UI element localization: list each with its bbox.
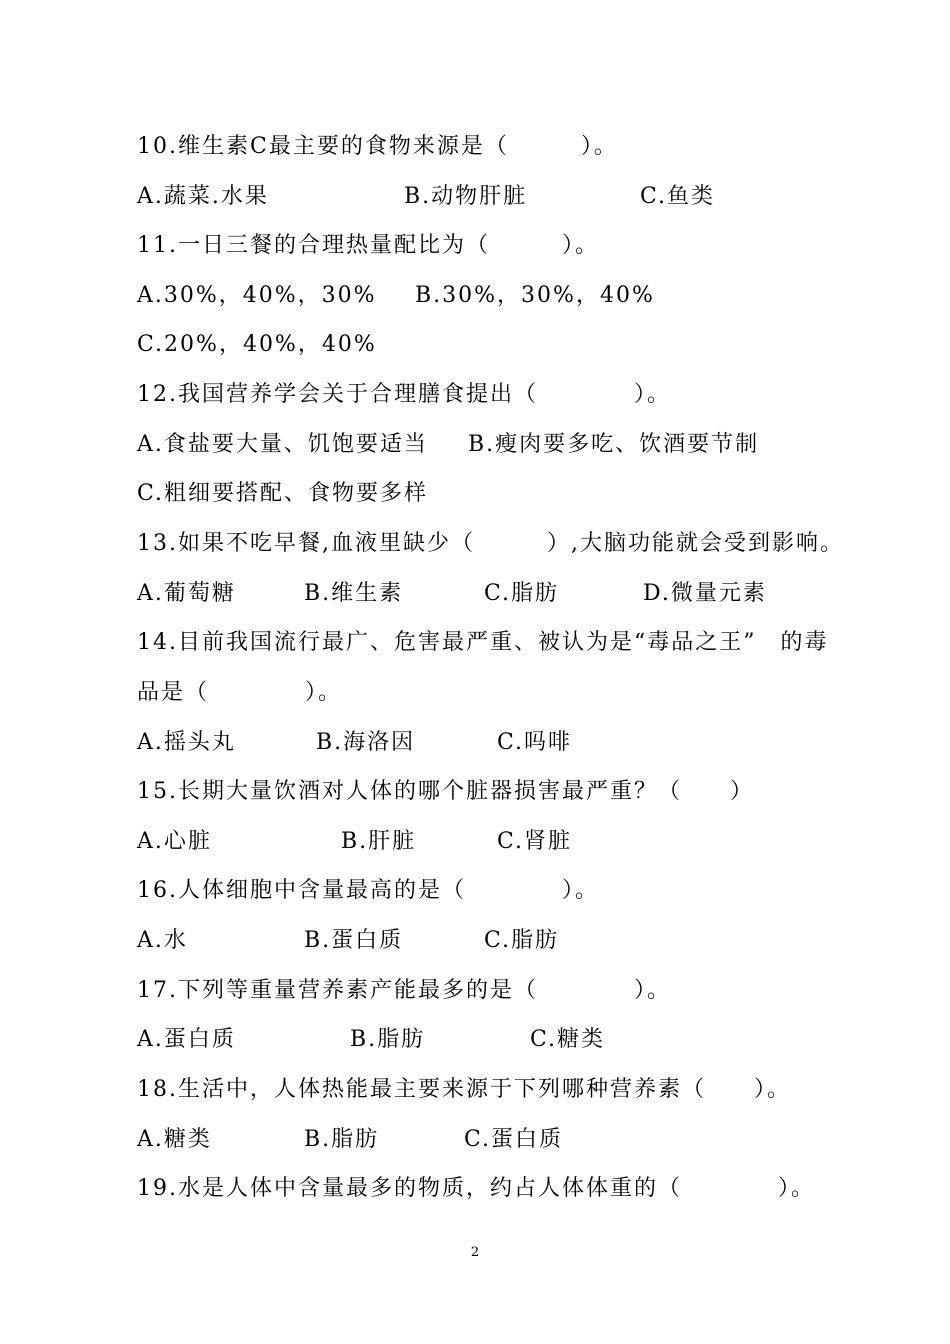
question-14-stem-2: 品是（ ）。 bbox=[137, 680, 343, 705]
question-16-stem: 16.人体细胞中含量最高的是（ ）。 bbox=[137, 878, 599, 903]
option-c: C.糖类 bbox=[530, 1027, 606, 1052]
question-11-stem: 11.一日三餐的合理热量配比为（ ）。 bbox=[137, 233, 599, 258]
question-14-stem: 14.目前我国流行最广、危害最严重、被认为是“毒品之王” 的毒 bbox=[137, 630, 829, 655]
question-15-stem: 15.长期大量饮酒对人体的哪个脏器损害最严重？（ ） bbox=[137, 779, 754, 804]
option-a: A.摇头丸 bbox=[137, 730, 236, 755]
option-a: A.蛋白质 bbox=[137, 1027, 236, 1052]
question-15-options bbox=[0, 825, 573, 859]
question-17-options bbox=[0, 1023, 606, 1057]
option-b: B.瘦肉要多吃、饮酒要节制 bbox=[468, 432, 760, 457]
question-14-options bbox=[0, 726, 573, 760]
option-b: B.脂肪 bbox=[304, 1127, 380, 1152]
option-c: C.粗细要搭配、食物要多样 bbox=[137, 481, 429, 506]
question-18-stem: 18.生活中，人体热能最主要来源于下列哪种营养素（ ）。 bbox=[137, 1077, 791, 1102]
option-b: B.30%，30%，40% bbox=[415, 283, 655, 308]
question-18-options bbox=[0, 1123, 564, 1157]
option-c: C.脂肪 bbox=[484, 928, 560, 953]
option-a: A.葡萄糖 bbox=[137, 581, 236, 606]
option-c: C.吗啡 bbox=[497, 730, 573, 755]
option-a: A.30%，40%，30% bbox=[137, 283, 377, 308]
option-b: B.蛋白质 bbox=[304, 928, 404, 953]
option-b: B.脂肪 bbox=[350, 1027, 426, 1052]
option-c: C.肾脏 bbox=[497, 829, 573, 854]
option-b: B.海洛因 bbox=[316, 730, 416, 755]
question-12-options-2 bbox=[0, 477, 429, 511]
option-b: B.动物肝脏 bbox=[404, 184, 528, 209]
page-number: 2 bbox=[470, 1245, 480, 1260]
question-11-options bbox=[0, 279, 655, 313]
option-a: A.食盐要大量、饥饱要适当 bbox=[137, 432, 428, 457]
option-a: A.心脏 bbox=[137, 829, 212, 854]
option-c: C.鱼类 bbox=[640, 184, 716, 209]
question-13-stem: 13.如果不吃早餐,血液里缺少（ ）,大脑功能就会受到影响。 bbox=[137, 531, 844, 556]
option-b: B.维生素 bbox=[304, 581, 404, 606]
option-a: A.蔬菜.水果 bbox=[137, 184, 269, 209]
question-11-options-2 bbox=[0, 328, 377, 362]
question-12-options bbox=[0, 428, 760, 462]
option-c: C.20%，40%，40% bbox=[137, 332, 377, 357]
question-12-stem: 12.我国营养学会关于合理膳食提出（ ）。 bbox=[137, 382, 671, 407]
option-a: A.糖类 bbox=[137, 1127, 212, 1152]
question-13-options bbox=[0, 577, 767, 611]
option-c: C.蛋白质 bbox=[464, 1127, 564, 1152]
option-d: D.微量元素 bbox=[643, 581, 767, 606]
question-17-stem: 17.下列等重量营养素产能最多的是（ ）。 bbox=[137, 978, 671, 1003]
option-a: A.水 bbox=[137, 928, 188, 953]
option-c: C.脂肪 bbox=[484, 581, 560, 606]
question-10-stem: 10.维生素C最主要的食物来源是（ ）。 bbox=[137, 134, 618, 159]
option-b: B.肝脏 bbox=[341, 829, 417, 854]
question-10-options bbox=[0, 180, 716, 214]
question-19-stem: 19.水是人体中含量最多的物质，约占人体体重的（ ）。 bbox=[137, 1176, 815, 1201]
question-16-options bbox=[0, 924, 560, 958]
